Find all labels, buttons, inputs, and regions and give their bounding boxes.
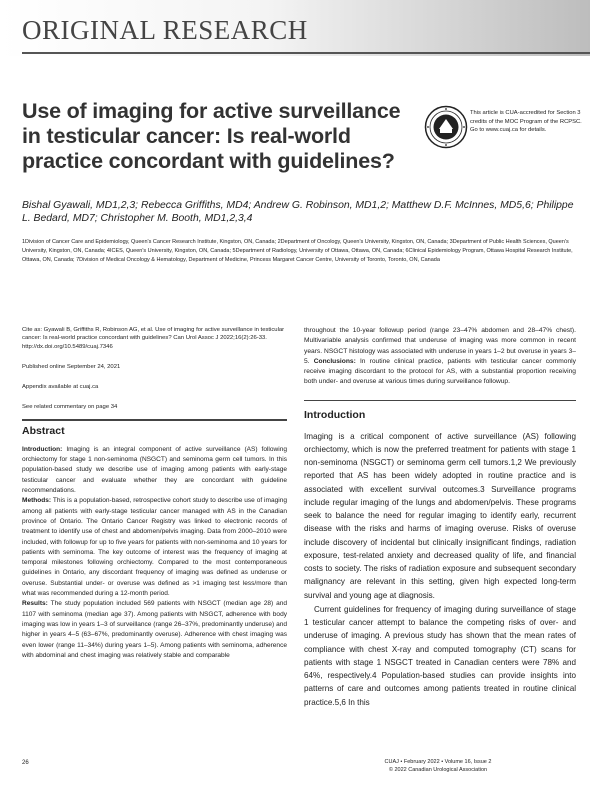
appendix-note: Appendix available at cuaj.ca: [22, 383, 99, 390]
abstract-continued: [304, 326, 576, 388]
section-title: ORIGINAL RESEARCH: [22, 15, 308, 45]
right-column: [304, 326, 576, 709]
journal-issue-line: CUAJ • February 2022 • Volume 16, Issue 2: [384, 759, 492, 765]
abstract-body: [22, 445, 287, 661]
cme-accreditation-note: This article is CUA-accredited for Section 3 credits of the MOC Program of the RCPSC. Go to www.cuaj.ca for details.: [470, 110, 582, 133]
published-date: Published online September 24, 2021: [22, 363, 121, 370]
page-number: 26: [22, 760, 29, 766]
abstract-methods: This is a population-based, retrospective cohort study to describe use of imaging among all patients with early-stage testicular cancer managed with AS in the Canadian province of Ontario. The Ontario Cancer Registry was linked to electronic records of treatment to identify use of chest and abdomen/pelvis imaging. Data from 2000–2010 were included, with followup for up to five years for patients with non-seminoma and 10 years for patients with seminoma. The key outcome of interest was the frequency of imaging at temporal milestones following orchiectomy. Compared to the most contemporaneous guidelines in Ontario, any discordant frequency of imaging was defined as underuse or overuse. Substantial under- or overuse was defined as >1 imaging test less/more than what was recommended during a 12-month period.: [22, 497, 287, 598]
article-title: Use of imaging for active surveillance in testicular cancer: Is real-world practice concordant with guidelines?: [22, 99, 401, 173]
affiliations: 1Division of Cancer Care and Epidemiology, Queen's Cancer Research Institute, Kingston, ON, Canada; 2Department of Oncology, Queen's University, Kingston, ON, Canada; 3Department of Public Health Sciences, Queen's University, Kingston, ON, Canada; 4ICES, Queen's University, Kingston, ON, Canada; 5Department of Radiology, University of Ottawa, Ottawa, ON, Canada; 6Clinical Epidemiology Program, Ottawa Hospital Research Institute, Ottawa, ON, Canada; 7Division of Medical Oncology & Hematology, Department of Medicine, Princess Margaret Cancer Centre, University of Toronto, Toronto, ON, Canada: [22, 239, 573, 264]
abstract-results-label: Results:: [22, 600, 48, 608]
copyright-line: © 2022 Canadian Urological Association: [388, 767, 488, 773]
abstract-heading: Abstract: [22, 419, 287, 437]
introduction-paragraph-2: Current guidelines for frequency of imaging during surveillance of stage 1 testicular cancer attempt to balance the competing risks of over- and underuse of imaging. A previous study has shown that the mean rates of compliance with chest X-ray and computed tomography (CT) scans for patients with stage 1 NSGCT treated in Canadian centers were 78% and 64%, respectively.4 Population-based studies can provide insights into patterns of care and outcomes among patients treated in routine clinical practice.5,6 In this: [304, 604, 576, 707]
introduction-body: [304, 430, 576, 709]
author-list: Bishal Gyawali, MD1,2,3; Rebecca Griffiths, MD4; Andrew G. Robinson, MD1,2; Matthew D.F. McInnes, MD5,6; Philippe L. Bedard, MD7; Christopher M. Booth, MD1,2,3,4: [22, 200, 574, 224]
abstract-results-continued: throughout the 10-year followup period (range 23–47% abdomen and 28–47% chest). Multivariable analysis confirmed that underuse of imaging was more common in recent years. NSGCT histology was associated with underuse in years 1–2 but overuse in years 3–5.: [304, 327, 576, 365]
header-rule: [22, 52, 590, 54]
abstract-results: The study population included 569 patients with NSGCT (median age 28) and 1107 with seminoma (median age 37). Among patients with NSGCT, adherence with body imaging was low in years 1–3 of surveillance (range 26–37%, predominantly underuse) and higher in years 4–5 (63–67%, predominantly overuse). Adherence with chest imaging was even lower (range 11–34%) during years 1–5). Among patients with seminoma, adherence with abdominal and chest imaging was relatively stable and comparable: [22, 600, 288, 659]
journal-footer: [300, 758, 576, 774]
abstract-conclusions-label: Conclusions:: [313, 357, 356, 365]
header-bar: [0, 0, 590, 56]
abstract-introduction-label: Introduction:: [22, 445, 63, 453]
cme-seal-icon: [424, 105, 468, 149]
abstract-conclusions: In routine clinical practice, patients with testicular cancer commonly receive imaging discordant to the protocol for AS, with a substantial proportion receiving both under- and overuse at various times during surveillance followup.: [304, 357, 576, 386]
citation: Cite as: Gyawali B, Griffiths R, Robinson AG, et al. Use of imaging for active surveillance in testicular cancer: Is real-world practice concordant with guidelines? Can Urol Assoc J 2022;16(2):26-33. http://dx.doi.org/10.5489/cuaj.7346: [22, 327, 285, 350]
left-column: [22, 326, 287, 661]
abstract-introduction: Imaging is an integral component of active surveillance (AS) following orchiectomy for stage 1 non-seminoma (NSGCT) and seminoma germ cell tumors. In this population-based study we describe use of imaging among patients with early-stage testicular cancer and evaluate whether they are concordant with guideline recommendations.: [22, 445, 287, 495]
commentary-note: See related commentary on page 34: [22, 403, 118, 410]
abstract-methods-label: Methods:: [22, 497, 52, 505]
introduction-paragraph-1: Imaging is a critical component of active surveillance (AS) following orchiectomy, which is now the preferred treatment for patients with stage 1 non-seminoma (NSGCT) or seminoma germ cell tumors.1,2 We previously reported that AS has been widely adopted in routine practice and is associated with excellent survival outcomes.3 Surveillance programs include regular imaging of the lungs and abdomen/pelvis. These programs seek to balance the need for regular imaging to identify early, recurrent disease with the risks and harms of imaging overuse. Risks of overuse include discovery of incidental but clinically insignificant findings, radiation exposure, test-related anxiety and decreased quality of life, and financial costs to society. The risks of radiation exposure and subsequent secondary malignancy are relevant in this setting, given high expected long-term survival and young age at diagnosis.: [304, 431, 576, 600]
introduction-heading: Introduction: [304, 400, 576, 421]
